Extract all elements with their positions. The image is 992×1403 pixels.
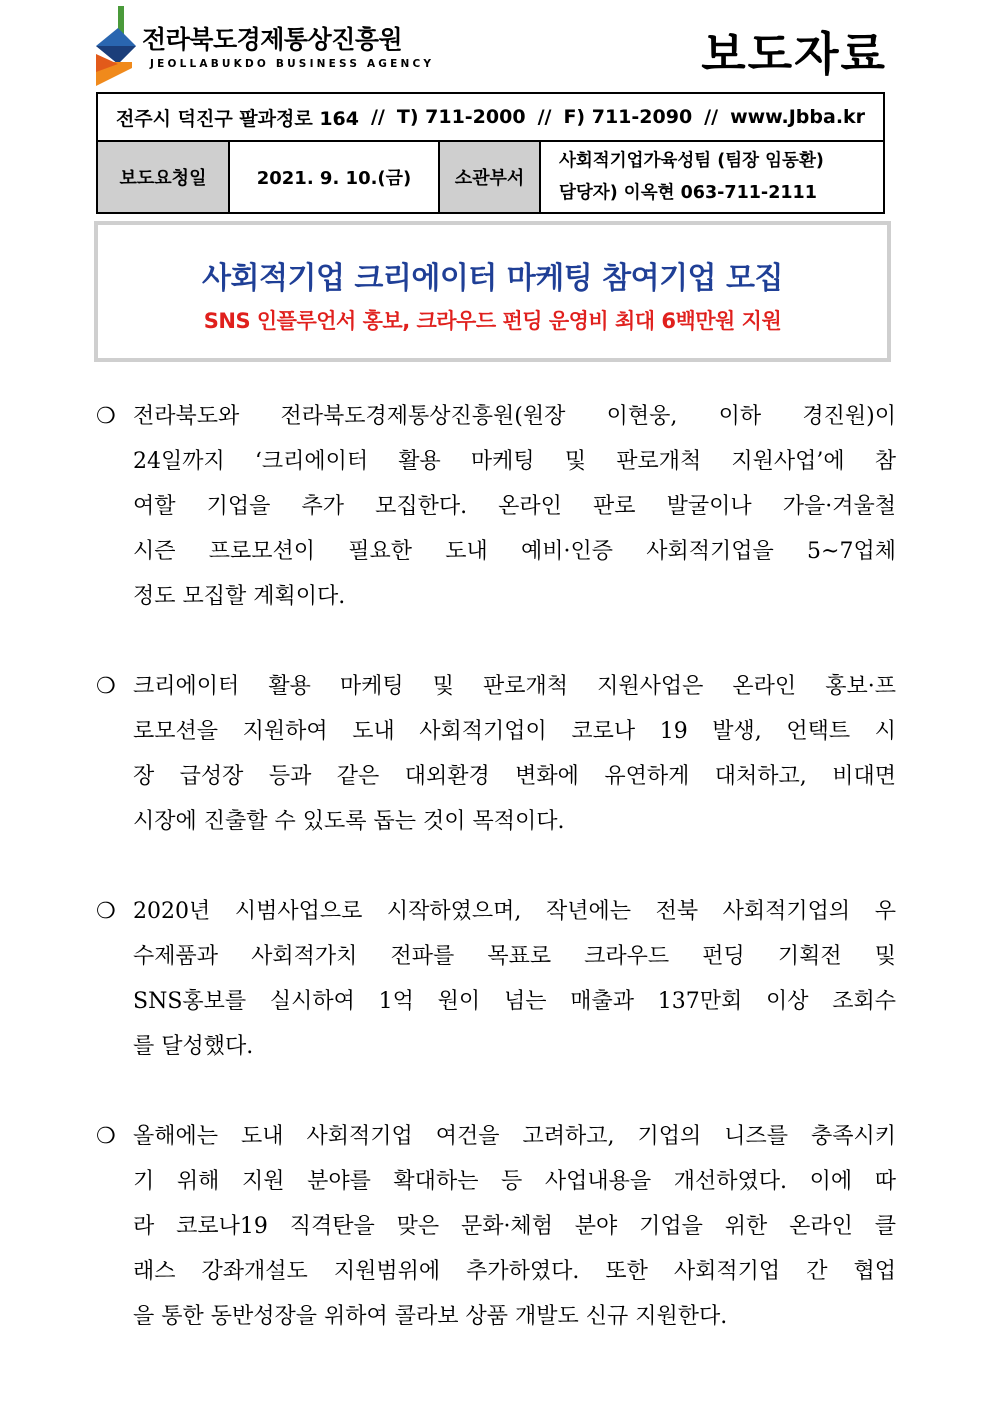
paragraph-line: 장 급성장 등과 같은 대외환경 변화에 유연하게 대처하고, 비대면 [133, 764, 896, 789]
paragraph-line: 2020년 시범사업으로 시작하였으며, 작년에는 전북 사회적기업의 우 [133, 899, 896, 924]
paragraph-line: 수제품과 사회적가치 전파를 목표로 크라우드 펀딩 기획전 및 [133, 944, 896, 969]
circle-bullet-icon: ❍ [96, 1124, 116, 1149]
address-text: 전주시 덕진구 팔과정로 164 [115, 107, 359, 130]
paragraph-line: 정도 모집할 계획이다. [133, 584, 346, 609]
paragraph-line: 시장에 진출할 수 있도록 돕는 것이 목적이다. [133, 809, 565, 834]
paragraph-line: SNS홍보를 실시하여 1억 원이 넘는 매출과 137만회 이상 조회수 [133, 989, 896, 1014]
headline-box [94, 221, 891, 362]
paragraph-line: 라 코로나19 직격탄을 맞은 문화·체험 분야 기업을 위한 온라인 클 [133, 1214, 896, 1239]
circle-bullet-icon: ❍ [96, 674, 116, 699]
paragraph-line: 크리에이터 활용 마케팅 및 판로개척 지원사업은 온라인 홍보·프 [133, 674, 896, 699]
request-date-value: 2021. 9. 10.(금) [230, 142, 440, 212]
body-paragraph [96, 889, 896, 1069]
paragraph-line: 래스 강좌개설도 지원범위에 추가하였다. 또한 사회적기업 간 협업 [133, 1259, 896, 1284]
paragraph-line: 전라북도와 전라북도경제통상진흥원(원장 이현웅, 이하 경진원)이 [133, 404, 896, 429]
separator: // [704, 106, 719, 128]
website-link[interactable]: www.Jbba.kr [730, 106, 866, 128]
paragraph-line: 를 달성했다. [133, 1034, 254, 1059]
separator: // [370, 106, 385, 128]
circle-bullet-icon: ❍ [96, 899, 116, 924]
dept-label: 소관부서 [440, 142, 541, 212]
dept-team: 사회적기업가육성팀 (팀장 임동환) [559, 151, 824, 171]
paragraph-line: 여할 기업을 추가 모집한다. 온라인 판로 발굴이나 가을·겨울철 [133, 494, 896, 519]
paragraph-line: 을 통한 동반성장을 위하여 콜라보 상품 개발도 신규 지원한다. [133, 1304, 728, 1329]
phone-text: T) 711-2000 [396, 106, 526, 128]
body-paragraph [96, 664, 896, 844]
body-paragraph [96, 1114, 896, 1339]
paragraph-line: 올해에는 도내 사회적기업 여건을 고려하고, 기업의 니즈를 충족시키 [133, 1124, 896, 1149]
circle-bullet-icon: ❍ [96, 404, 116, 429]
contact-address-row [98, 94, 883, 142]
paragraph-line: 24일까지 ‘크리에이터 활용 마케팅 및 판로개척 지원사업’에 참 [133, 449, 896, 474]
separator: // [537, 106, 552, 128]
paragraph-line: 시즌 프로모션이 필요한 도내 예비·인증 사회적기업을 5~7업체 [133, 539, 896, 564]
document-type-title: 보도자료 [701, 27, 887, 81]
org-logo-mark-icon [96, 6, 140, 86]
org-name: 전라북도경제통상진흥원 [142, 25, 403, 54]
org-logo [96, 6, 435, 86]
request-info-row [98, 142, 883, 212]
dept-contact: 담당자) 이옥현 063-711-2111 [559, 183, 817, 203]
headline-subtitle: SNS 인플루언서 홍보, 크라우드 펀딩 운영비 최대 6백만원 지원 [203, 309, 782, 333]
body-paragraph [96, 394, 896, 619]
press-info-table [96, 92, 885, 214]
dept-value [541, 142, 883, 212]
headline-title: 사회적기업 크리에이터 마케팅 참여기업 모집 [202, 261, 783, 296]
org-name-english: JEOLLABUKDO BUSINESS AGENCY [150, 58, 435, 70]
fax-text: F) 711-2090 [563, 106, 693, 128]
paragraph-line: 로모션을 지원하여 도내 사회적기업이 코로나 19 발생, 언택트 시 [133, 719, 896, 744]
request-date-label: 보도요청일 [98, 142, 230, 212]
paragraph-line: 기 위해 지원 분야를 확대하는 등 사업내용을 개선하였다. 이에 따 [133, 1169, 896, 1194]
